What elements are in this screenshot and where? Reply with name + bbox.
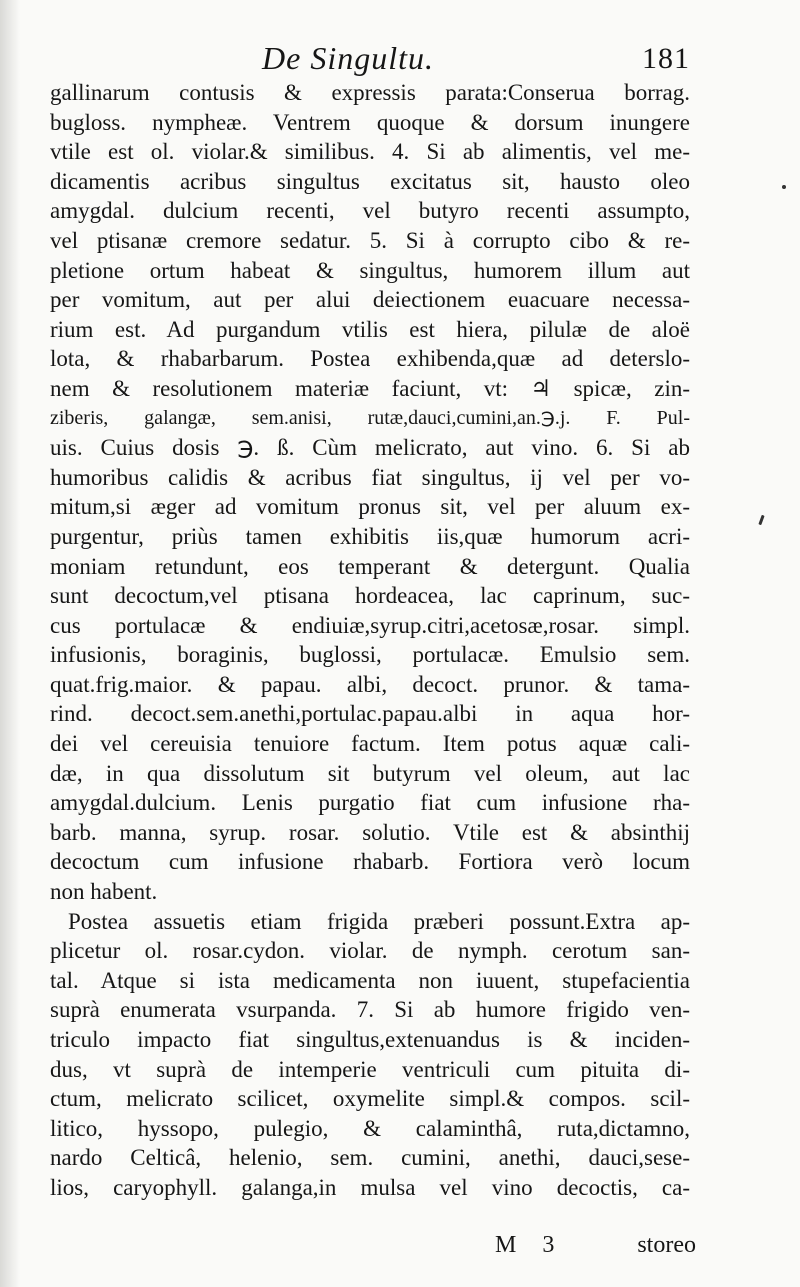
text-line: lios, caryophyll. galanga,in mulsa vel vino decoctis, ca-	[50, 1174, 690, 1200]
paragraph-first-line: Postea assuetis etiam frigida præberi possunt.Extra ap-	[68, 908, 690, 934]
text-line: rium est. Ad purgandum vtilis est hiera, pilulæ de aloë	[50, 316, 690, 342]
text-line: dei vel cereuisia tenuiore factum. Item potus aquæ cali-	[50, 731, 690, 757]
body-text	[50, 78, 690, 1203]
catchword: storeo	[637, 1232, 696, 1258]
text-line: pletione ortum habeat & singultus, humorem illum aut	[50, 257, 690, 283]
text-line: uis. Cuius dosis ℈. ß. Cùm melicrato, aut vino. 6. Si ab	[50, 435, 690, 461]
text-line: gallinarum contusis & expressis parata:Conserua borrag.	[50, 80, 690, 105]
text-line: dus, vt suprà de intemperie ventriculi cum pituita di-	[50, 1056, 690, 1082]
text-line: moniam retundunt, eos temperant & detergunt. Qualia	[50, 553, 690, 579]
text-line: cus portulacæ & endiuiæ,syrup.citri,acetosæ,rosar. simpl.	[50, 612, 690, 638]
text-line: non habent.	[50, 879, 158, 905]
text-line: dæ, in qua dissolutum sit butyrum vel oleum, aut lac	[50, 760, 690, 786]
page-number: 181	[642, 42, 690, 75]
text-line: barb. manna, syrup. rosar. solutio. Vtile est & absinthij	[50, 819, 690, 845]
page-header	[50, 30, 690, 80]
text-line: per vomitum, aut per alui deiectionem euacuare necessa-	[50, 287, 690, 313]
ink-speck	[758, 515, 764, 525]
text-line: vel ptisanæ cremore sedatur. 5. Si à corrupto cibo & re-	[50, 227, 690, 253]
text-line: quat.frig.maior. & papau. albi, decoct. prunor. & tama-	[50, 671, 690, 697]
text-line: litico, hyssopo, pulegio, & calaminthâ, ruta,dictamno,	[50, 1115, 690, 1141]
text-line: suprà enumerata vsurpanda. 7. Si ab humore frigido ven-	[50, 997, 690, 1023]
signature-mark: M 3	[495, 1232, 565, 1258]
text-line: ziberis, galangæ, sem.anisi, rutæ,dauci,cumini,an.℈.j. F. Pul-	[50, 406, 690, 429]
text-line: triculo impacto fiat singultus,extenuandus is & inciden-	[50, 1027, 690, 1052]
text-line: amygdal. dulcium recenti, vel butyro recenti assumpto,	[50, 198, 690, 224]
text-line: mitum,si æger ad vomitum pronus sit, vel per aluum ex-	[50, 494, 690, 520]
text-line: decoctum cum infusione rhabarb. Fortiora verò locum	[50, 849, 690, 875]
running-title: De Singultu.	[262, 40, 434, 76]
text-line: tal. Atque si ista medicamenta non iuuent, stupefacientia	[50, 967, 690, 993]
text-line: rind. decoct.sem.anethi,portulac.papau.albi in aqua hor-	[50, 701, 690, 727]
text-line: lota, & rhabarbarum. Postea exhibenda,quæ ad deterslo-	[50, 346, 690, 372]
text-line: amygdal.dulcium. Lenis purgatio fiat cum infusione rha-	[50, 790, 690, 816]
text-line: bugloss. nympheæ. Ventrem quoque & dorsum inungere	[50, 109, 690, 135]
text-line: humoribus calidis & acribus fiat singultus, ij vel per vo-	[50, 464, 690, 490]
ink-speck	[782, 185, 786, 189]
text-line: sunt decoctum,vel ptisana hordeacea, lac caprinum, suc-	[50, 583, 690, 609]
text-line: purgentur, priùs tamen exhibitis iis,quæ humorum acri-	[50, 523, 690, 549]
text-line: nardo Celticâ, helenio, sem. cumini, anethi, dauci,sese-	[50, 1145, 690, 1171]
text-line: dicamentis acribus singultus excitatus sit, hausto oleo	[50, 168, 690, 194]
text-line: ctum, melicrato scilicet, oxymelite simpl.& compos. scil-	[50, 1086, 690, 1112]
text-line: infusionis, boraginis, buglossi, portulacæ. Emulsio sem.	[50, 642, 690, 668]
text-line: vtile est ol. violar.& similibus. 4. Si ab alimentis, vel me-	[50, 139, 690, 165]
page-footer	[50, 1228, 696, 1264]
text-line: plicetur ol. rosar.cydon. violar. de nymph. cerotum san-	[50, 938, 690, 964]
text-line: nem & resolutionem materiæ faciunt, vt: ♃ spicæ, zin-	[50, 375, 690, 401]
page-gutter-shadow	[0, 0, 20, 1287]
